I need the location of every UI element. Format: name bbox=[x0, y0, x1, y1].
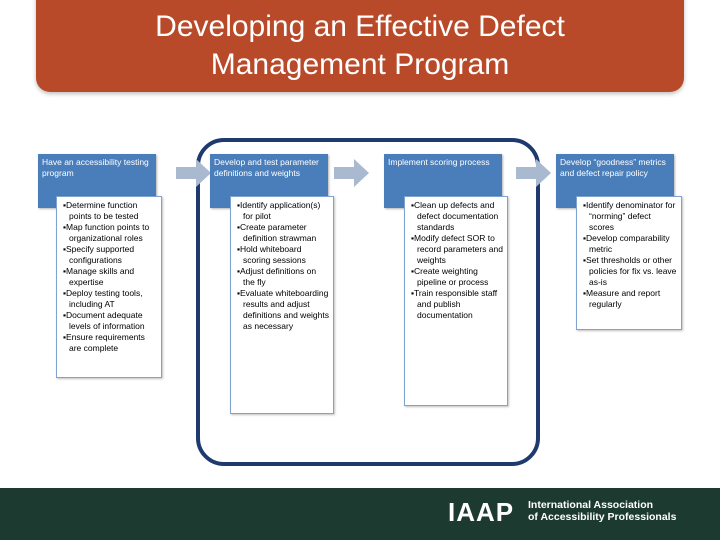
list-item: ▪Modify defect SOR to record parameters and weights bbox=[411, 233, 503, 265]
step-2-header: Develop and test parameter definitions and weights bbox=[210, 154, 328, 208]
step-2-body bbox=[230, 196, 334, 414]
arrow-right-icon bbox=[516, 158, 552, 188]
arrow-right-icon bbox=[176, 158, 212, 188]
list-item: ▪Develop comparability metric bbox=[583, 233, 670, 254]
list-item: ▪Adjust definitions on the fly bbox=[237, 266, 317, 287]
title-banner bbox=[36, 0, 684, 92]
list-item: ▪Map function points to organizational roles bbox=[63, 222, 150, 243]
list-item: ▪Create weighting pipeline or process bbox=[411, 266, 489, 287]
list-item: ▪Clean up defects and defect documentation standards bbox=[411, 200, 499, 232]
list-item: ▪Deploy testing tools, including AT bbox=[63, 288, 143, 309]
step-4-body bbox=[576, 196, 682, 330]
organization-name: International Association of Accessibility Professionals bbox=[528, 499, 677, 523]
step-2-list bbox=[237, 200, 329, 332]
list-item: ▪Train responsible staff and publish documentation bbox=[411, 288, 498, 320]
list-item: ▪Identify application(s) for pilot bbox=[237, 200, 321, 221]
list-item: ▪Document adequate levels of information bbox=[63, 310, 145, 331]
step-3-body bbox=[404, 196, 508, 406]
step-1-list bbox=[63, 200, 157, 354]
list-item: ▪Determine function points to be tested bbox=[63, 200, 139, 221]
arrow-right-icon bbox=[334, 158, 370, 188]
step-1-header: Have an accessibility testing program bbox=[38, 154, 156, 208]
list-item: ▪Specify supported configurations bbox=[63, 244, 135, 265]
step-4-header: Develop “goodness” metrics and defect repair policy bbox=[556, 154, 674, 208]
step-3-header: Implement scoring process bbox=[384, 154, 502, 208]
list-item: ▪Create parameter definition strawman bbox=[237, 222, 317, 243]
step-4-list bbox=[583, 200, 677, 310]
slide-title: Developing an Effective Defect Management Program bbox=[155, 10, 565, 81]
iaap-logo: IAAP bbox=[448, 497, 515, 527]
list-item: ▪Set thresholds or other policies for fix vs. leave as-is bbox=[583, 255, 677, 287]
list-item: ▪Ensure requirements are complete bbox=[63, 332, 145, 353]
list-item: ▪Measure and report regularly bbox=[583, 288, 661, 309]
step-1-body bbox=[56, 196, 162, 378]
list-item: ▪Hold whiteboard scoring sessions bbox=[237, 244, 306, 265]
list-item: ▪Identify denominator for “norming” defect scores bbox=[583, 200, 676, 232]
step-3-list bbox=[411, 200, 503, 321]
list-item: ▪Evaluate whiteboarding results and adjust definitions and weights as necessary bbox=[237, 288, 330, 331]
list-item: ▪Manage skills and expertise bbox=[63, 266, 135, 287]
